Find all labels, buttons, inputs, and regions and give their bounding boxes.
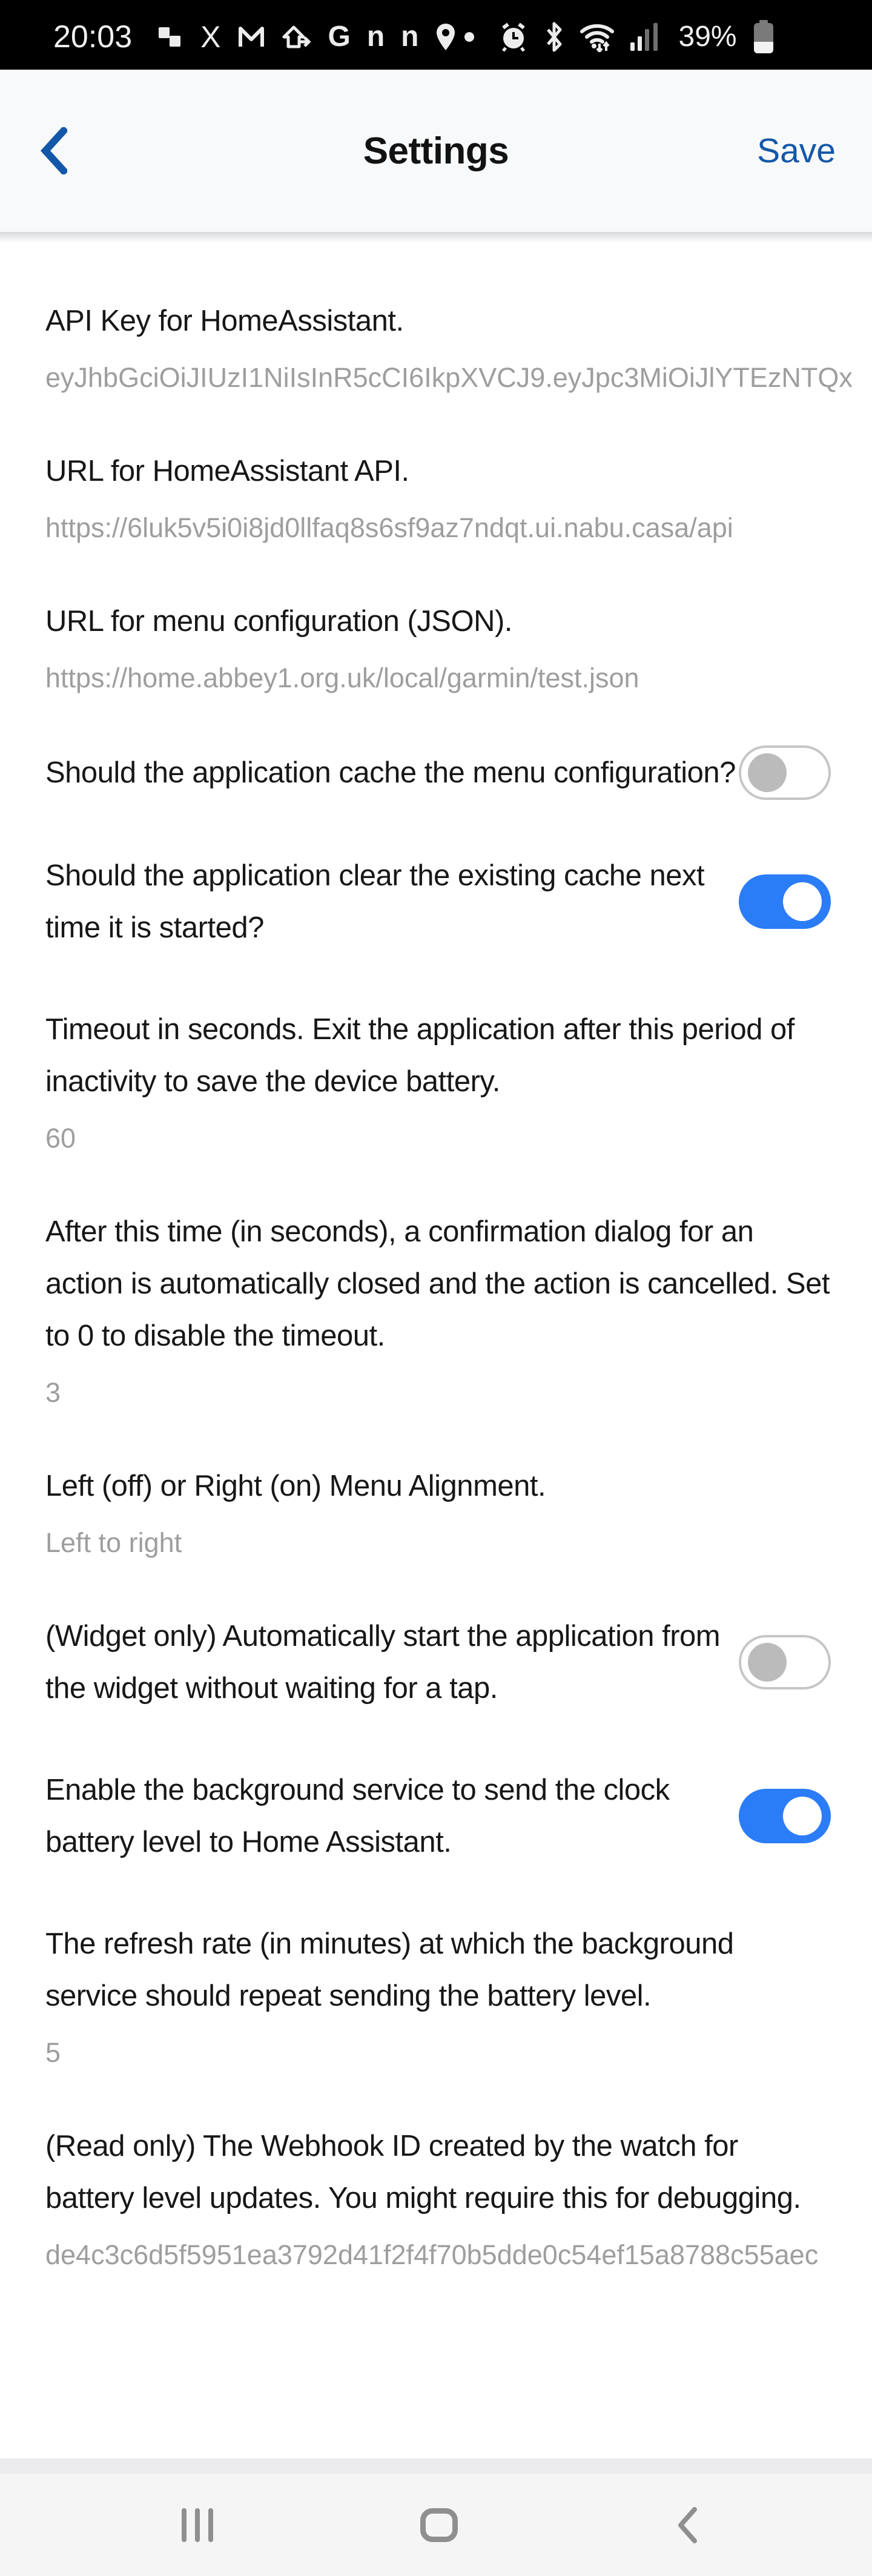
- recents-icon: [182, 2508, 213, 2542]
- more-notifications-dot: [464, 32, 474, 42]
- scroll-edge-strip: [0, 2459, 872, 2474]
- setting-api-key: [45, 295, 853, 395]
- setting-label: (Read only) The Webhook ID created by the watch for battery level updates. You might require this for debugging.: [45, 2130, 801, 2214]
- battery-percent: 39%: [678, 21, 737, 53]
- page-title: Settings: [363, 130, 509, 172]
- settings-list: [0, 243, 872, 2459]
- setting-label: Timeout in seconds. Exit the application after this period of inactivity to save the device battery.: [45, 1013, 794, 1098]
- toggle-knob: [783, 1797, 822, 1835]
- location-pin-icon: [435, 22, 456, 51]
- setting-menu-alignment: [45, 1460, 831, 1560]
- api-key-field[interactable]: eyJhbGciOiJIUzI1NiIsInR5cCI6IkpXVCJ9.eyJpc3MiOiJlYTEzNTQx: [45, 362, 853, 393]
- signal-bars-icon: [630, 22, 663, 52]
- setting-ha-url: [45, 445, 831, 546]
- status-bar: [0, 0, 872, 70]
- nest-icon: n: [401, 20, 419, 53]
- wifi-icon: [580, 22, 615, 52]
- home-button[interactable]: [409, 2495, 469, 2555]
- home-arrow-icon: [282, 24, 312, 50]
- recents-button[interactable]: [167, 2495, 228, 2555]
- setting-label: Enable the background service to send the clock battery level to Home Assistant.: [45, 1774, 670, 1858]
- setting-webhook-id: [45, 2120, 831, 2273]
- menu-url-field[interactable]: https://home.abbey1.org.uk/local/garmin/test.json: [45, 662, 639, 693]
- setting-label: The refresh rate (in minutes) at which the background service should repeat sending the battery level.: [45, 1927, 734, 2012]
- setting-label: Should the application clear the existing cache next time it is started?: [45, 859, 705, 944]
- setting-label: API Key for HomeAssistant.: [45, 305, 404, 337]
- navigation-bar: [0, 2474, 872, 2576]
- battery-icon: [753, 20, 775, 54]
- refresh-rate-field[interactable]: 5: [45, 2037, 61, 2068]
- background-service-toggle[interactable]: [739, 1789, 831, 1843]
- notification-icons: [157, 19, 455, 54]
- setting-widget-autostart: [45, 1610, 831, 1714]
- toggle-knob: [748, 753, 787, 792]
- setting-menu-url: [45, 595, 831, 696]
- setting-label: After this time (in seconds), a confirmation dialog for an action is automatically closed and the action is cancelled. Set to 0 to disable the timeout.: [45, 1215, 830, 1352]
- save-button[interactable]: Save: [757, 131, 836, 170]
- setting-timeout: [45, 1003, 831, 1156]
- cache-menu-toggle[interactable]: [739, 745, 831, 800]
- setting-label: Should the application cache the menu configuration?: [45, 756, 736, 789]
- toggle-knob: [748, 1643, 787, 1682]
- nest-icon: n: [366, 20, 385, 53]
- setting-label: Left (off) or Right (on) Menu Alignment.: [45, 1470, 546, 1502]
- webhook-id-field[interactable]: de4c3c6d5f5951ea3792d41f2f4f70b5dde0c54ef15a8788c55aec: [45, 2239, 819, 2270]
- x-twitter-icon: X: [200, 19, 221, 54]
- widget-autostart-toggle[interactable]: [739, 1635, 831, 1689]
- clear-cache-toggle[interactable]: [739, 874, 831, 929]
- app-header: [0, 70, 872, 232]
- alarm-icon: [498, 22, 529, 52]
- app-squares-icon: [157, 24, 184, 50]
- back-chevron-icon: [677, 2507, 698, 2543]
- gmail-icon: [237, 24, 265, 50]
- setting-background-service: [45, 1764, 831, 1868]
- google-icon: G: [328, 20, 351, 53]
- back-nav-button[interactable]: [660, 2495, 715, 2555]
- toggle-knob: [783, 882, 822, 921]
- clock-time: 20:03: [53, 19, 133, 54]
- setting-label: URL for HomeAssistant API.: [45, 455, 409, 487]
- setting-label: URL for menu configuration (JSON).: [45, 605, 512, 638]
- home-icon: [420, 2508, 458, 2542]
- timeout-field[interactable]: 60: [45, 1123, 76, 1154]
- setting-refresh-rate: [45, 1918, 831, 2070]
- setting-clear-cache: [45, 850, 831, 954]
- ha-url-field[interactable]: https://6luk5v5i0i8jd0llfaq8s6sf9az7ndqt.ui.nabu.casa/api: [45, 512, 733, 543]
- menu-alignment-field[interactable]: Left to right: [45, 1527, 182, 1558]
- system-icons: [456, 20, 775, 54]
- setting-confirmation-timeout: [45, 1206, 831, 1410]
- setting-cache-menu: [45, 745, 831, 800]
- confirmation-timeout-field[interactable]: 3: [45, 1377, 61, 1408]
- setting-label: (Widget only) Automatically start the application from the widget without waiting for a tap.: [45, 1620, 721, 1705]
- bluetooth-icon: [544, 22, 564, 52]
